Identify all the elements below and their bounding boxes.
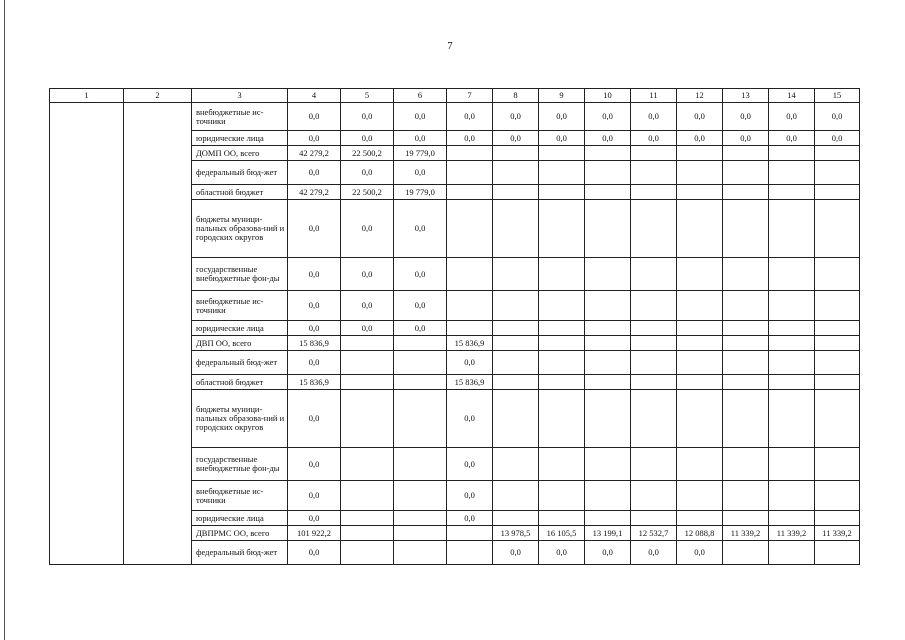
- value-cell: [769, 390, 815, 448]
- value-cell: [631, 258, 677, 291]
- value-cell: [585, 390, 631, 448]
- value-cell: 13 199,1: [585, 526, 631, 541]
- value-cell: [815, 541, 860, 565]
- value-cell: 19 779,0: [394, 146, 447, 161]
- value-cell: [341, 526, 394, 541]
- scan-edge-line: [4, 0, 5, 640]
- value-cell: 0,0: [341, 200, 394, 258]
- value-cell: [631, 200, 677, 258]
- value-cell: 0,0: [288, 291, 341, 321]
- header-row: [50, 89, 860, 103]
- value-cell: 0,0: [585, 131, 631, 146]
- value-cell: 0,0: [288, 321, 341, 336]
- value-cell: [585, 481, 631, 511]
- value-cell: [723, 481, 769, 511]
- value-cell: [677, 351, 723, 375]
- value-cell: 0,0: [447, 351, 493, 375]
- value-cell: [493, 291, 539, 321]
- value-cell: 0,0: [341, 161, 394, 185]
- value-cell: [585, 375, 631, 390]
- row-label: федеральный бюд-жет: [192, 351, 288, 375]
- value-cell: [769, 481, 815, 511]
- value-cell: 0,0: [723, 131, 769, 146]
- value-cell: [723, 448, 769, 481]
- value-cell: [769, 351, 815, 375]
- value-cell: [723, 541, 769, 565]
- value-cell: 0,0: [394, 200, 447, 258]
- value-cell: 11 339,2: [815, 526, 860, 541]
- value-cell: [341, 541, 394, 565]
- value-cell: [769, 511, 815, 526]
- value-cell: [493, 511, 539, 526]
- value-cell: 0,0: [288, 258, 341, 291]
- value-cell: 12 088,8: [677, 526, 723, 541]
- value-cell: [539, 390, 585, 448]
- column-header: 7: [447, 89, 493, 103]
- value-cell: [769, 448, 815, 481]
- row-label: внебюджетные ис-точники: [192, 291, 288, 321]
- value-cell: [539, 481, 585, 511]
- value-cell: [769, 291, 815, 321]
- value-cell: 0,0: [493, 131, 539, 146]
- value-cell: [585, 258, 631, 291]
- value-cell: [677, 511, 723, 526]
- value-cell: 0,0: [493, 541, 539, 565]
- value-cell: [539, 321, 585, 336]
- value-cell: 0,0: [394, 103, 447, 131]
- value-cell: 0,0: [341, 291, 394, 321]
- value-cell: [815, 200, 860, 258]
- value-cell: [769, 336, 815, 351]
- value-cell: [769, 200, 815, 258]
- value-cell: [539, 258, 585, 291]
- value-cell: 0,0: [585, 103, 631, 131]
- value-cell: 0,0: [288, 541, 341, 565]
- value-cell: [815, 390, 860, 448]
- value-cell: [631, 481, 677, 511]
- value-cell: 0,0: [723, 103, 769, 131]
- value-cell: 0,0: [539, 541, 585, 565]
- value-cell: [769, 541, 815, 565]
- row-label: областной бюджет: [192, 375, 288, 390]
- value-cell: 12 532,7: [631, 526, 677, 541]
- column-header: 12: [677, 89, 723, 103]
- value-cell: [769, 185, 815, 200]
- value-cell: [341, 351, 394, 375]
- row-label: федеральный бюд-жет: [192, 161, 288, 185]
- value-cell: [585, 321, 631, 336]
- value-cell: [539, 185, 585, 200]
- value-cell: [394, 541, 447, 565]
- value-cell: [394, 336, 447, 351]
- value-cell: 0,0: [341, 131, 394, 146]
- value-cell: [723, 351, 769, 375]
- value-cell: [815, 448, 860, 481]
- column-header: 5: [341, 89, 394, 103]
- value-cell: 101 922,2: [288, 526, 341, 541]
- merged-cell-col1: [50, 103, 124, 565]
- value-cell: [677, 390, 723, 448]
- value-cell: [815, 336, 860, 351]
- value-cell: [723, 336, 769, 351]
- value-cell: [341, 375, 394, 390]
- column-header: 9: [539, 89, 585, 103]
- value-cell: 0,0: [631, 131, 677, 146]
- value-cell: [585, 448, 631, 481]
- value-cell: [585, 146, 631, 161]
- value-cell: 0,0: [815, 131, 860, 146]
- value-cell: [677, 481, 723, 511]
- value-cell: [493, 448, 539, 481]
- value-cell: 0,0: [447, 511, 493, 526]
- value-cell: [585, 351, 631, 375]
- value-cell: 0,0: [341, 258, 394, 291]
- value-cell: [447, 258, 493, 291]
- value-cell: 0,0: [288, 390, 341, 448]
- value-cell: [815, 161, 860, 185]
- row-label: ДОМП ОО, всего: [192, 146, 288, 161]
- value-cell: 0,0: [394, 321, 447, 336]
- value-cell: 0,0: [394, 131, 447, 146]
- value-cell: 0,0: [493, 103, 539, 131]
- value-cell: 0,0: [394, 291, 447, 321]
- value-cell: [447, 185, 493, 200]
- value-cell: [723, 161, 769, 185]
- value-cell: [394, 448, 447, 481]
- value-cell: [677, 336, 723, 351]
- value-cell: 0,0: [447, 481, 493, 511]
- value-cell: [447, 526, 493, 541]
- value-cell: [493, 200, 539, 258]
- value-cell: [723, 185, 769, 200]
- value-cell: [815, 185, 860, 200]
- value-cell: [493, 185, 539, 200]
- value-cell: [394, 526, 447, 541]
- row-label: внебюджетные ис-точники: [192, 103, 288, 131]
- value-cell: [677, 200, 723, 258]
- value-cell: 11 339,2: [723, 526, 769, 541]
- value-cell: [723, 511, 769, 526]
- value-cell: [539, 351, 585, 375]
- value-cell: [631, 390, 677, 448]
- column-header: 13: [723, 89, 769, 103]
- value-cell: [631, 448, 677, 481]
- value-cell: [723, 258, 769, 291]
- value-cell: [493, 146, 539, 161]
- value-cell: [631, 375, 677, 390]
- value-cell: [815, 321, 860, 336]
- value-cell: [341, 448, 394, 481]
- value-cell: [723, 375, 769, 390]
- column-header: 2: [124, 89, 192, 103]
- value-cell: [585, 161, 631, 185]
- value-cell: [493, 390, 539, 448]
- value-cell: [539, 448, 585, 481]
- value-cell: 15 836,9: [447, 336, 493, 351]
- value-cell: [447, 321, 493, 336]
- value-cell: [769, 321, 815, 336]
- value-cell: [815, 258, 860, 291]
- value-cell: [723, 291, 769, 321]
- value-cell: [493, 321, 539, 336]
- value-cell: 0,0: [539, 103, 585, 131]
- value-cell: [677, 161, 723, 185]
- budget-table: [49, 88, 860, 565]
- value-cell: [677, 291, 723, 321]
- value-cell: 0,0: [288, 161, 341, 185]
- row-label: внебюджетные ис-точники: [192, 481, 288, 511]
- value-cell: [447, 161, 493, 185]
- row-label: юридические лица: [192, 321, 288, 336]
- value-cell: [341, 481, 394, 511]
- value-cell: [677, 185, 723, 200]
- merged-cell-col2: [124, 103, 192, 565]
- value-cell: 16 105,5: [539, 526, 585, 541]
- value-cell: 15 836,9: [447, 375, 493, 390]
- value-cell: [493, 161, 539, 185]
- value-cell: [815, 146, 860, 161]
- row-label: юридические лица: [192, 511, 288, 526]
- value-cell: 0,0: [447, 448, 493, 481]
- column-header: 11: [631, 89, 677, 103]
- value-cell: [539, 291, 585, 321]
- value-cell: [394, 351, 447, 375]
- value-cell: [341, 336, 394, 351]
- value-cell: 15 836,9: [288, 336, 341, 351]
- value-cell: [539, 146, 585, 161]
- value-cell: 15 836,9: [288, 375, 341, 390]
- value-cell: [815, 511, 860, 526]
- value-cell: [493, 375, 539, 390]
- page-number: 7: [447, 40, 453, 52]
- value-cell: [493, 336, 539, 351]
- value-cell: 0,0: [585, 541, 631, 565]
- value-cell: 0,0: [288, 448, 341, 481]
- value-cell: 0,0: [288, 131, 341, 146]
- value-cell: [631, 336, 677, 351]
- value-cell: [394, 481, 447, 511]
- value-cell: [585, 336, 631, 351]
- value-cell: [394, 511, 447, 526]
- value-cell: [631, 161, 677, 185]
- value-cell: [447, 541, 493, 565]
- value-cell: [341, 511, 394, 526]
- value-cell: 0,0: [341, 103, 394, 131]
- value-cell: 0,0: [447, 103, 493, 131]
- value-cell: [631, 351, 677, 375]
- value-cell: [723, 146, 769, 161]
- value-cell: 0,0: [394, 258, 447, 291]
- column-header: 14: [769, 89, 815, 103]
- row-label: бюджеты муници-пальных образова-ний и городских округов: [192, 390, 288, 448]
- value-cell: [539, 200, 585, 258]
- value-cell: [447, 146, 493, 161]
- value-cell: 13 978,5: [493, 526, 539, 541]
- row-label: государственные внебюджетные фон-ды: [192, 448, 288, 481]
- value-cell: 0,0: [769, 103, 815, 131]
- value-cell: 0,0: [677, 131, 723, 146]
- value-cell: [815, 375, 860, 390]
- value-cell: 0,0: [288, 511, 341, 526]
- row-label: ДВП ОО, всего: [192, 336, 288, 351]
- value-cell: [677, 448, 723, 481]
- value-cell: [493, 258, 539, 291]
- value-cell: [631, 146, 677, 161]
- table-body: [50, 103, 860, 565]
- value-cell: [815, 351, 860, 375]
- value-cell: 0,0: [394, 161, 447, 185]
- value-cell: 42 279,2: [288, 146, 341, 161]
- value-cell: [394, 375, 447, 390]
- column-header: 1: [50, 89, 124, 103]
- value-cell: [631, 321, 677, 336]
- value-cell: 0,0: [288, 351, 341, 375]
- column-header: 15: [815, 89, 860, 103]
- row-label: федеральный бюд-жет: [192, 541, 288, 565]
- table-row: [50, 103, 860, 131]
- value-cell: 22 500,2: [341, 146, 394, 161]
- value-cell: [493, 481, 539, 511]
- value-cell: [394, 390, 447, 448]
- value-cell: 42 279,2: [288, 185, 341, 200]
- value-cell: [723, 390, 769, 448]
- value-cell: [447, 291, 493, 321]
- value-cell: [493, 351, 539, 375]
- value-cell: [631, 185, 677, 200]
- value-cell: [585, 291, 631, 321]
- value-cell: [677, 375, 723, 390]
- value-cell: [815, 291, 860, 321]
- value-cell: [769, 258, 815, 291]
- value-cell: [539, 161, 585, 185]
- value-cell: 0,0: [341, 321, 394, 336]
- row-label: областной бюджет: [192, 185, 288, 200]
- row-label: ДВПРМС ОО, всего: [192, 526, 288, 541]
- value-cell: 0,0: [288, 200, 341, 258]
- value-cell: 0,0: [447, 390, 493, 448]
- value-cell: 0,0: [631, 103, 677, 131]
- value-cell: [585, 200, 631, 258]
- value-cell: 0,0: [677, 103, 723, 131]
- value-cell: 0,0: [288, 103, 341, 131]
- value-cell: [769, 375, 815, 390]
- value-cell: [631, 511, 677, 526]
- value-cell: [447, 200, 493, 258]
- value-cell: [539, 375, 585, 390]
- value-cell: 11 339,2: [769, 526, 815, 541]
- value-cell: [723, 321, 769, 336]
- column-header: 4: [288, 89, 341, 103]
- value-cell: [677, 146, 723, 161]
- value-cell: [631, 291, 677, 321]
- value-cell: 0,0: [677, 541, 723, 565]
- value-cell: 0,0: [447, 131, 493, 146]
- value-cell: 0,0: [288, 481, 341, 511]
- value-cell: 22 500,2: [341, 185, 394, 200]
- column-header: 3: [192, 89, 288, 103]
- value-cell: [585, 185, 631, 200]
- value-cell: 19 779,0: [394, 185, 447, 200]
- value-cell: 0,0: [631, 541, 677, 565]
- value-cell: [677, 321, 723, 336]
- value-cell: [539, 336, 585, 351]
- value-cell: [815, 481, 860, 511]
- value-cell: [723, 200, 769, 258]
- value-cell: [585, 511, 631, 526]
- value-cell: 0,0: [769, 131, 815, 146]
- value-cell: [769, 146, 815, 161]
- column-header: 10: [585, 89, 631, 103]
- column-header: 6: [394, 89, 447, 103]
- value-cell: [677, 258, 723, 291]
- column-header: 8: [493, 89, 539, 103]
- row-label: государственные внебюджетные фон-ды: [192, 258, 288, 291]
- value-cell: [341, 390, 394, 448]
- row-label: юридические лица: [192, 131, 288, 146]
- value-cell: 0,0: [539, 131, 585, 146]
- value-cell: 0,0: [815, 103, 860, 131]
- value-cell: [769, 161, 815, 185]
- row-label: бюджеты муници-пальных образова-ний и городских округов: [192, 200, 288, 258]
- value-cell: [539, 511, 585, 526]
